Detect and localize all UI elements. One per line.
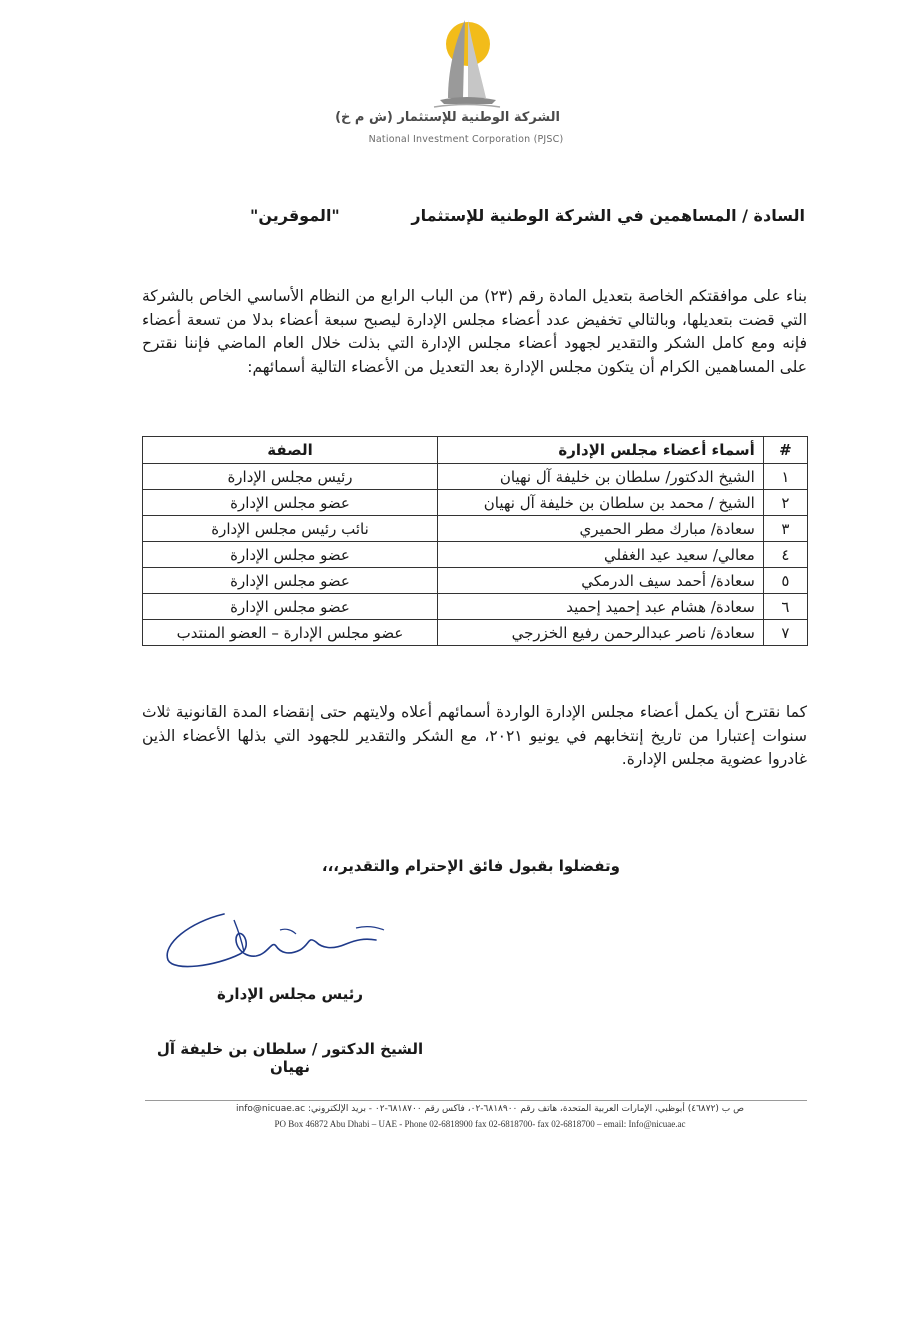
member-name: سعادة/ مبارك مطر الحميري bbox=[438, 516, 764, 542]
row-number: ٥ bbox=[763, 568, 807, 594]
sailboat-logo-icon bbox=[362, 14, 570, 114]
row-number: ٧ bbox=[763, 620, 807, 646]
member-role: عضو مجلس الإدارة – العضو المنتدب bbox=[143, 620, 438, 646]
table-row bbox=[143, 542, 808, 568]
closing-salutation: وتفضلوا بقبول فائق الإحترام والتقدير،،، bbox=[321, 857, 620, 875]
wave-icon bbox=[434, 105, 500, 108]
member-name: معالي/ سعيد عيد الغفلي bbox=[438, 542, 764, 568]
header-number: # bbox=[763, 437, 807, 464]
member-name: سعادة/ أحمد سيف الدرمكي bbox=[438, 568, 764, 594]
addressee-honorific: "الموقرين" bbox=[250, 206, 340, 225]
handwritten-signature-icon bbox=[160, 900, 400, 980]
table-row bbox=[143, 620, 808, 646]
table-header-row bbox=[143, 437, 808, 464]
footer-address-english: PO Box 46872 Abu Dhabi – UAE - Phone 02-6818900 fax 02-6818700- fax 02-6818700 – email: Info@nicuae.ac bbox=[274, 1119, 686, 1129]
term-paragraph: كما نقترح أن يكمل أعضاء مجلس الإدارة الواردة أسمائهم أعلاه ولايتهم حتى إنقضاء المدة القانونية ثلاث سنوات إعتبارا من تاريخ إنتخابهم في يونيو ٢٠٢١، مع الشكر والتقدير للجهود التي بذلها الأعضاء الذين غادروا عضوية مجلس الإدارة. bbox=[142, 703, 808, 768]
footer-divider bbox=[145, 1100, 807, 1101]
boat-hull-icon bbox=[440, 97, 496, 104]
member-role: رئيس مجلس الإدارة bbox=[143, 464, 438, 490]
member-role: عضو مجلس الإدارة bbox=[143, 594, 438, 620]
member-name: سعادة/ هشام عبد إحميد إحميد bbox=[438, 594, 764, 620]
intro-paragraph: بناء على موافقتكم الخاصة بتعديل المادة رقم (٢٣) من الباب الرابع من النظام الأساسي الخاص بالشركة التي قضت بتعديلها، وبالتالي تخفيض عدد أعضاء مجلس الإدارة ليصبح سبعة أعضاء بدلا من تسعة أعضاء فإنه ومع كامل الشكر والتقدير لجهود أعضاء مجلس الإدارة التي بذلت خلال العام الماضي فإننا نقترح على المساهمين الكرام أن يتكون مجلس الإدارة بعد التعديل من الأعضاء التالية أسمائهم: bbox=[142, 287, 808, 376]
table-row bbox=[143, 594, 808, 620]
row-number: ٣ bbox=[763, 516, 807, 542]
row-number: ٦ bbox=[763, 594, 807, 620]
header-role: الصفة bbox=[143, 437, 438, 464]
table-row bbox=[143, 568, 808, 594]
signatory-title: رئيس مجلس الإدارة bbox=[216, 985, 364, 1003]
signatory-name: الشيخ الدكتور / سلطان بن خليفة آل نهيان bbox=[156, 1040, 424, 1076]
row-number: ٢ bbox=[763, 490, 807, 516]
company-name-english: National Investment Corporation (PJSC) bbox=[368, 134, 564, 145]
member-role: عضو مجلس الإدارة bbox=[143, 568, 438, 594]
company-name-arabic: الشركة الوطنية للإستثمار (ش م خ) bbox=[335, 110, 560, 125]
member-role: عضو مجلس الإدارة bbox=[143, 490, 438, 516]
member-name: الشيخ الدكتور/ سلطان بن خليفة آل نهيان bbox=[438, 464, 764, 490]
board-members-table bbox=[142, 436, 808, 646]
company-logo bbox=[335, 14, 570, 150]
footer-address-arabic: ص ب (٤٦٨٧٢) أبوظبي، الإمارات العربية المتحدة، هاتف رقم ٦٨١٨٩٠٠-٠٢، فاكس رقم ٦٨١٨٧٠٠-٠٢ - بريد الإلكتروني: info@nicuae.ac bbox=[235, 1104, 745, 1114]
member-role: عضو مجلس الإدارة bbox=[143, 542, 438, 568]
row-number: ١ bbox=[763, 464, 807, 490]
header-member-name: أسماء أعضاء مجلس الإدارة bbox=[438, 437, 764, 464]
member-role: نائب رئيس مجلس الإدارة bbox=[143, 516, 438, 542]
addressee-recipient: السادة / المساهمين في الشركة الوطنية للإستثمار bbox=[411, 206, 805, 225]
row-number: ٤ bbox=[763, 542, 807, 568]
addressee-line bbox=[240, 206, 805, 230]
member-name: الشيخ / محمد بن سلطان بن خليفة آل نهيان bbox=[438, 490, 764, 516]
table-row bbox=[143, 490, 808, 516]
table-row bbox=[143, 516, 808, 542]
table-row bbox=[143, 464, 808, 490]
member-name: سعادة/ ناصر عبدالرحمن رفيع الخزرجي bbox=[438, 620, 764, 646]
